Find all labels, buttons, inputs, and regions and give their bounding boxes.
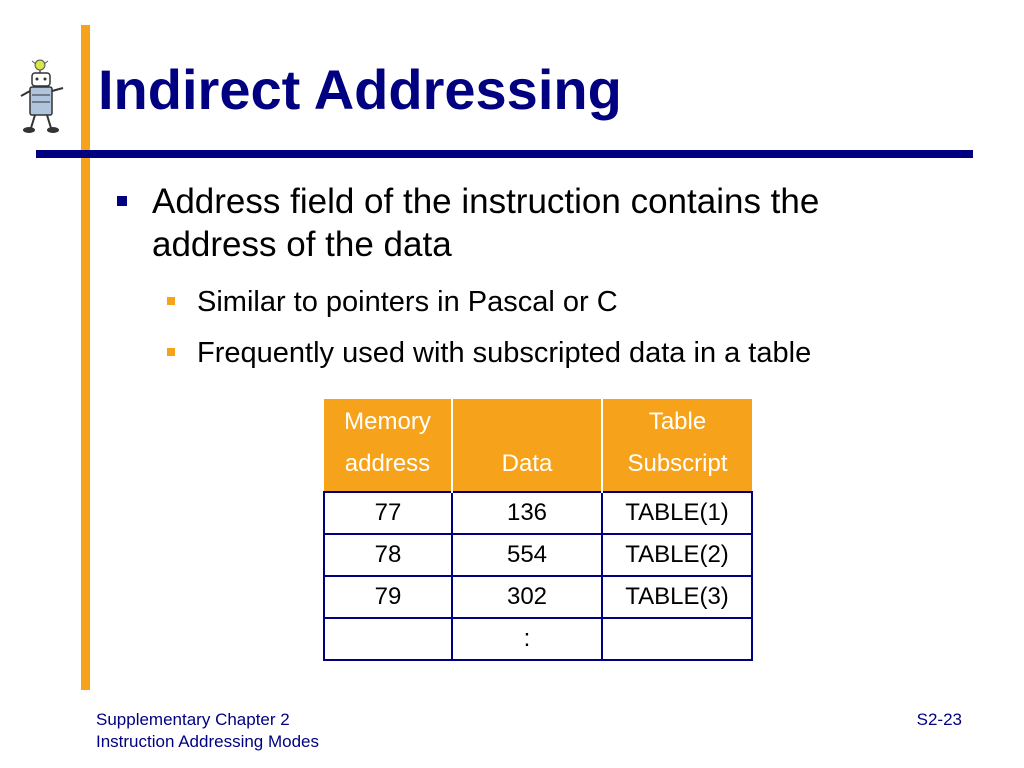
accent-vertical-bar: [81, 25, 90, 690]
table-cell: 78: [324, 534, 452, 576]
table-cell: TABLE(1): [602, 492, 752, 534]
bullet-text: Address field of the instruction contains the address of the data: [152, 182, 820, 264]
sub-bullet-square-icon: [166, 335, 197, 371]
header-table-subscript: [602, 399, 752, 492]
table-cell: TABLE(2): [602, 534, 752, 576]
table-cell: [324, 618, 452, 660]
header-data: [452, 399, 602, 492]
table-cell: TABLE(3): [602, 576, 752, 618]
table-row: [324, 492, 752, 534]
sub-bullet-text: Similar to pointers in Pascal or C: [197, 286, 618, 318]
table-row: [324, 534, 752, 576]
header-memory-address: [324, 399, 452, 492]
page-number: S2-23: [916, 710, 962, 729]
table-cell: 79: [324, 576, 452, 618]
memory-table: [323, 399, 753, 661]
header-line: Table: [648, 408, 707, 435]
footer-line: Instruction Addressing Modes: [96, 732, 320, 751]
table-row: [324, 618, 752, 660]
table-row: [324, 576, 752, 618]
header-line: address: [344, 450, 431, 477]
sub-bullet-square-icon: [166, 284, 197, 320]
sub-bullet-item: [166, 335, 811, 371]
header-line: Subscript: [627, 450, 728, 477]
header-line: Memory: [344, 408, 431, 435]
footer-chapter: [96, 709, 319, 753]
title-underline-bar: [36, 150, 973, 158]
slide-title: Indirect Addressing: [98, 58, 622, 121]
sub-bullet-item: [166, 284, 618, 320]
table-cell: 77: [324, 492, 452, 534]
bullet-item: [116, 180, 936, 266]
sub-bullet-text: Frequently used with subscripted data in a table: [197, 337, 812, 369]
table-cell: 136: [452, 492, 602, 534]
robot-mascot-icon: [18, 58, 68, 136]
footer-line: Supplementary Chapter 2: [96, 710, 290, 729]
table-cell: 302: [452, 576, 602, 618]
table-cell: 554: [452, 534, 602, 576]
table-header-row: [324, 399, 752, 492]
header-line: Data: [501, 450, 553, 477]
table-cell: [602, 618, 752, 660]
table-cell: :: [452, 618, 602, 660]
bullet-square-icon: [116, 180, 152, 266]
